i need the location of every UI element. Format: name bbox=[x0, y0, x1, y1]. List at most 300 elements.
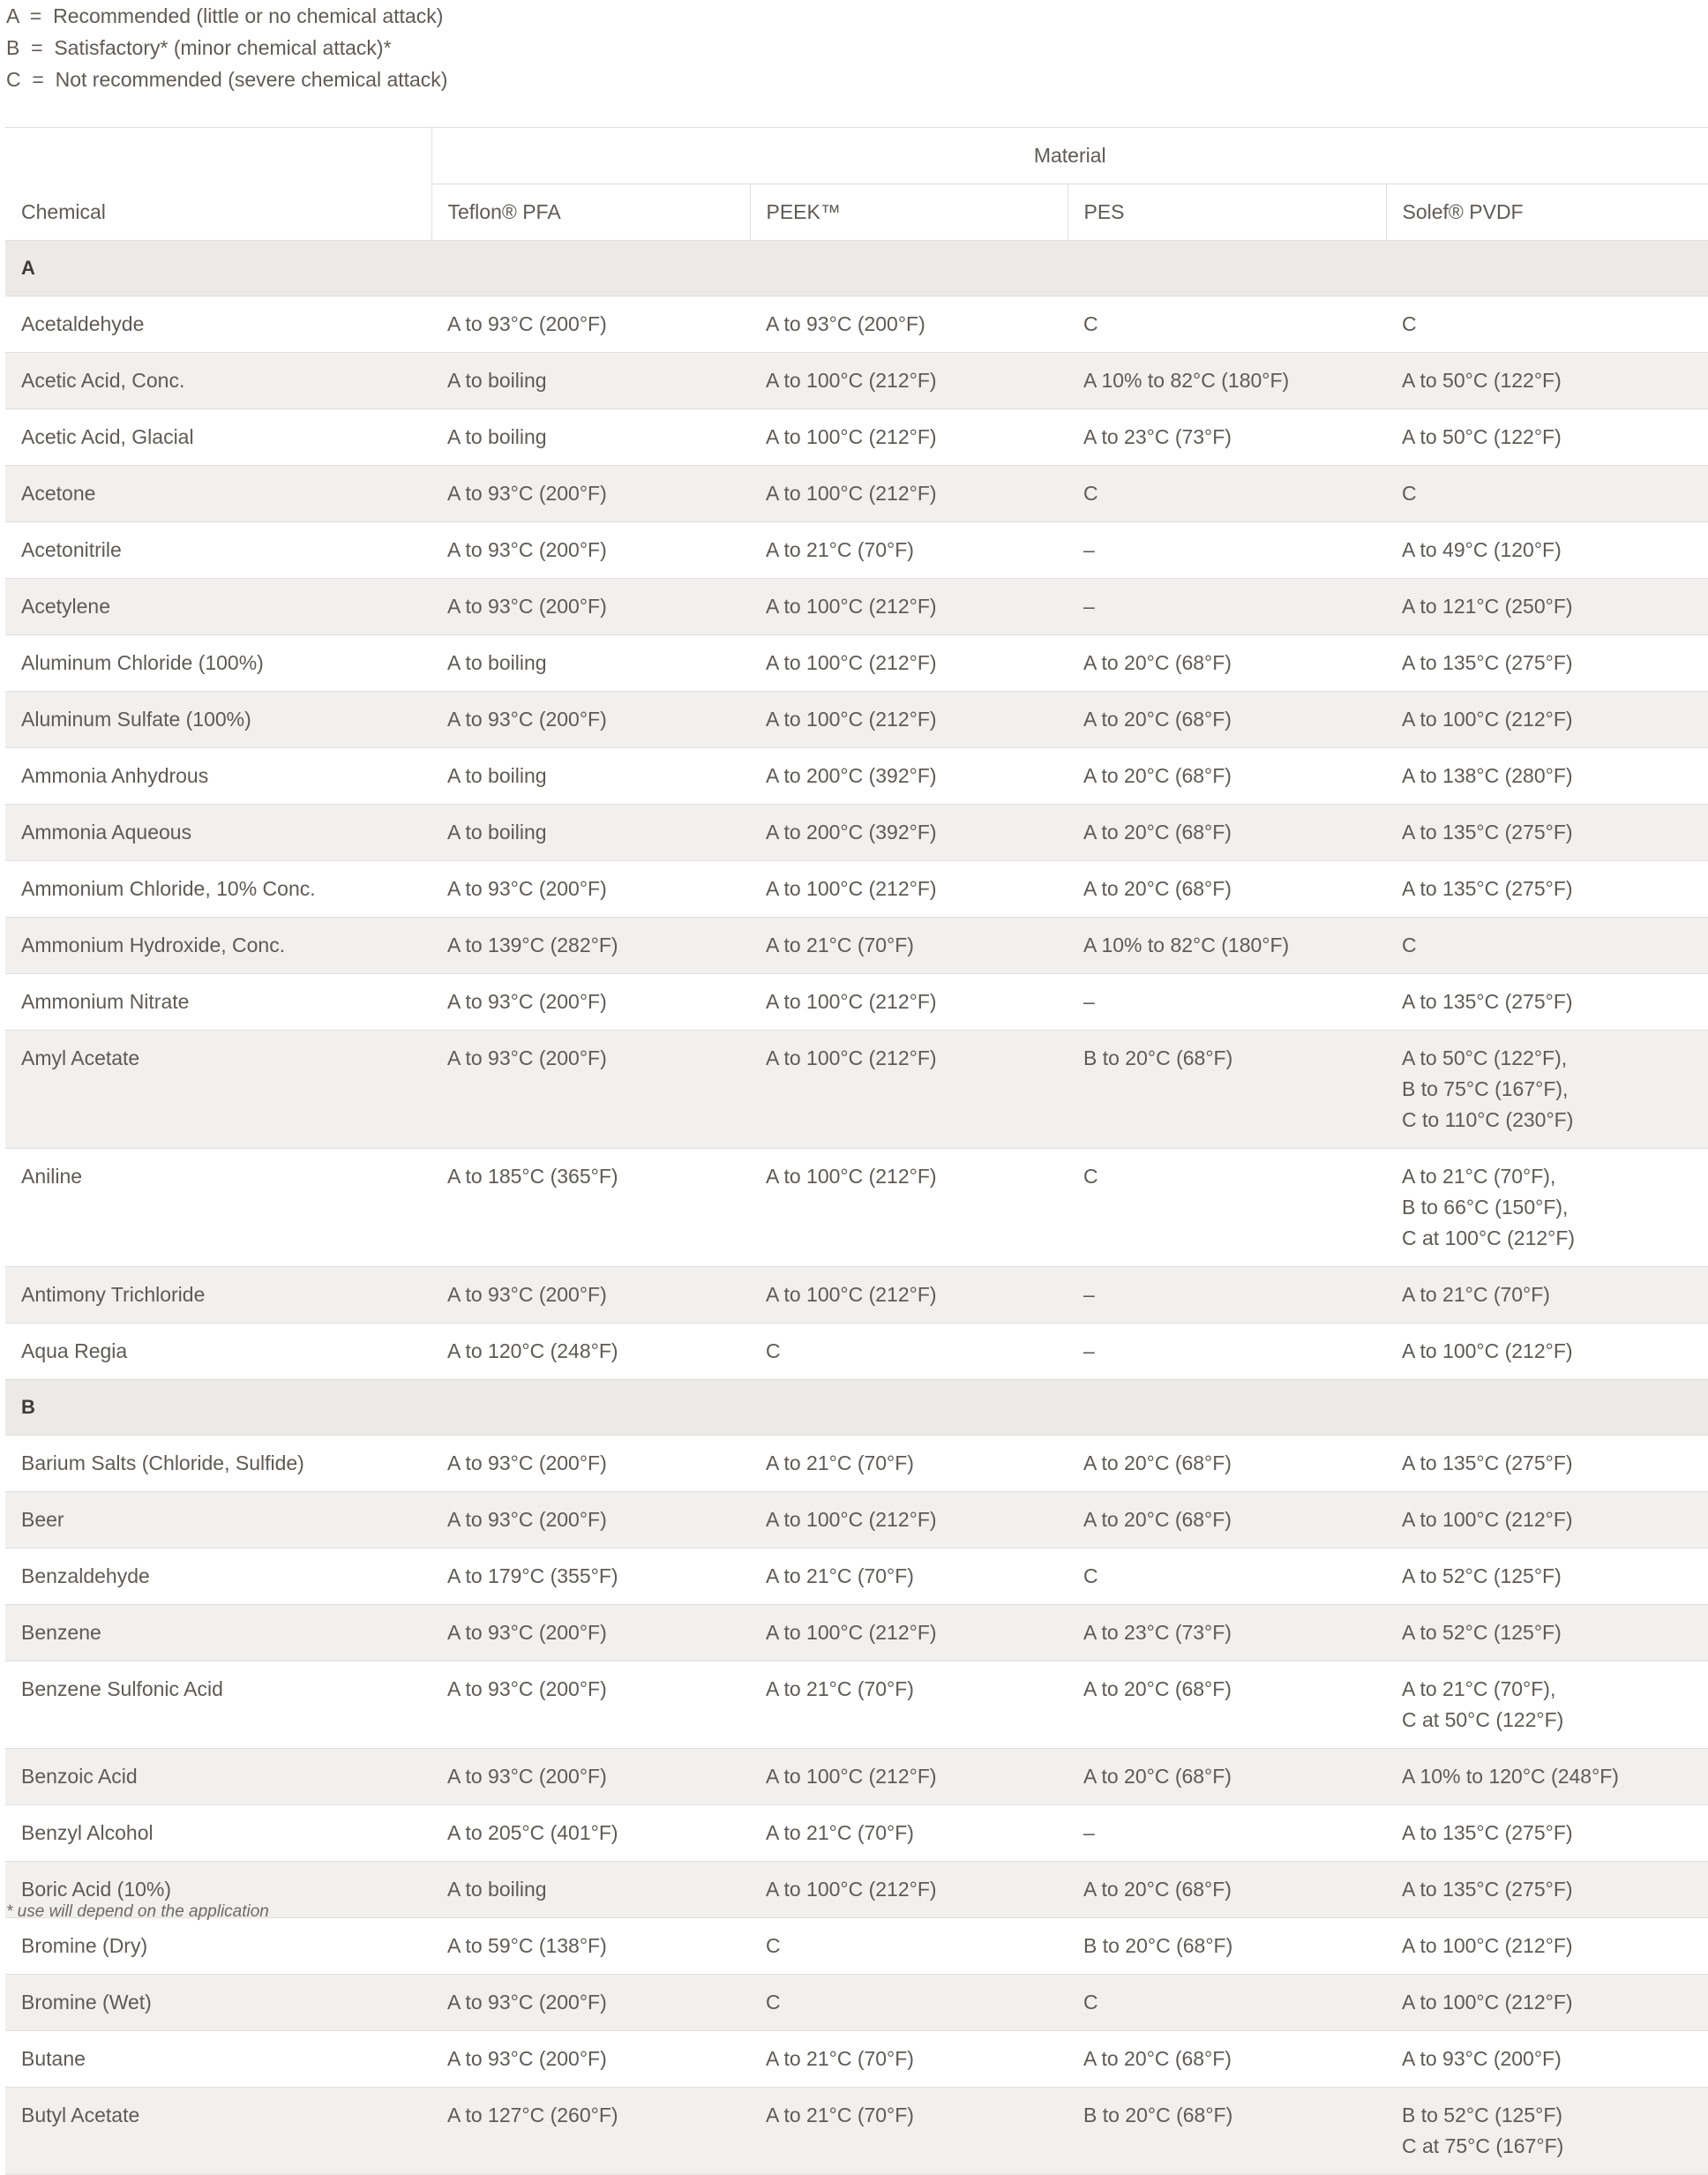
pes-cell bbox=[1068, 1975, 1386, 2031]
solef-pvdf-cell bbox=[1386, 1975, 1708, 2031]
peek-cell bbox=[750, 1436, 1068, 1492]
footnote: * use will depend on the application bbox=[6, 1902, 269, 1921]
solef-pvdf-cell bbox=[1386, 861, 1708, 918]
cell-line: C at 100°C (212°F) bbox=[1402, 1226, 1576, 1249]
legend-equals: = bbox=[32, 68, 44, 91]
solef-pvdf-cell bbox=[1386, 296, 1708, 353]
peek-cell bbox=[750, 1149, 1068, 1267]
peek-cell bbox=[750, 1805, 1068, 1862]
table-row bbox=[5, 1031, 1708, 1149]
teflon-pfa-cell bbox=[431, 1749, 750, 1805]
legend-text: Recommended (little or no chemical attack) bbox=[53, 4, 444, 27]
chemical-name-cell: Ammonium Nitrate bbox=[5, 974, 431, 1031]
pes-cell bbox=[1068, 1918, 1386, 1975]
cell-line: A to 93°C (200°F) bbox=[447, 1765, 607, 1788]
chemical-name-cell: Ammonia Anhydrous bbox=[5, 748, 431, 805]
table-row bbox=[5, 1149, 1708, 1267]
teflon-pfa-cell bbox=[431, 2031, 750, 2088]
cell-line: A to 21°C (70°F) bbox=[1402, 1283, 1550, 1306]
cell-line: A to 93°C (200°F) bbox=[766, 312, 925, 335]
teflon-pfa-cell bbox=[431, 1149, 750, 1267]
cell-line: A to boiling bbox=[447, 651, 547, 674]
solef-pvdf-cell bbox=[1386, 1324, 1708, 1380]
chemical-name-cell: Aluminum Chloride (100%) bbox=[5, 635, 431, 692]
cell-line: C bbox=[1083, 1165, 1098, 1188]
table-row bbox=[5, 1661, 1708, 1749]
cell-line: A to 20°C (68°F) bbox=[1083, 2047, 1232, 2070]
table-row bbox=[5, 1324, 1708, 1380]
cell-line: A to 20°C (68°F) bbox=[1083, 1508, 1232, 1531]
cell-line: – bbox=[1083, 538, 1095, 561]
cell-line: A to boiling bbox=[447, 764, 547, 787]
cell-line: A to 21°C (70°F) bbox=[766, 1677, 914, 1700]
pes-cell bbox=[1068, 1436, 1386, 1492]
solef-pvdf-cell bbox=[1386, 1436, 1708, 1492]
cell-line: C bbox=[766, 1991, 781, 2014]
solef-pvdf-cell bbox=[1386, 805, 1708, 861]
cell-line: – bbox=[1083, 1339, 1095, 1362]
legend-item bbox=[6, 64, 447, 95]
pes-cell bbox=[1068, 748, 1386, 805]
table-row bbox=[5, 1749, 1708, 1805]
legend-item bbox=[6, 0, 447, 32]
cell-line: A to 50°C (122°F) bbox=[1402, 369, 1562, 392]
peek-cell bbox=[750, 1492, 1068, 1549]
cell-line: A to 93°C (200°F) bbox=[447, 1508, 607, 1531]
pes-cell bbox=[1068, 579, 1386, 635]
table-row bbox=[5, 1549, 1708, 1605]
material-group-header: Material bbox=[431, 128, 1708, 184]
pes-cell bbox=[1068, 2031, 1386, 2088]
cell-line: A to 21°C (70°F), bbox=[1402, 1677, 1556, 1700]
teflon-pfa-cell bbox=[431, 1324, 750, 1380]
cell-line: A to 135°C (275°F) bbox=[1402, 651, 1573, 674]
pes-cell bbox=[1068, 974, 1386, 1031]
column-header-pes: PES bbox=[1068, 184, 1386, 241]
cell-line: A to 20°C (68°F) bbox=[1083, 1878, 1232, 1901]
peek-cell bbox=[750, 692, 1068, 748]
table-row bbox=[5, 522, 1708, 579]
peek-cell bbox=[750, 1661, 1068, 1749]
peek-cell bbox=[750, 522, 1068, 579]
cell-line: A to 52°C (125°F) bbox=[1402, 1564, 1562, 1587]
chemical-name-cell: Aqua Regia bbox=[5, 1324, 431, 1380]
peek-cell bbox=[750, 2031, 1068, 2088]
peek-cell bbox=[750, 861, 1068, 918]
cell-line: A to 100°C (212°F) bbox=[766, 1508, 937, 1531]
pes-cell bbox=[1068, 1605, 1386, 1661]
cell-line: B to 75°C (167°F), bbox=[1402, 1077, 1569, 1100]
table-row bbox=[5, 579, 1708, 635]
chemical-name-cell: Boric Acid (10%) bbox=[5, 1862, 431, 1918]
cell-line: A to 135°C (275°F) bbox=[1402, 1878, 1573, 1901]
cell-line: A to 121°C (250°F) bbox=[1402, 595, 1573, 618]
legend-text: Satisfactory* (minor chemical attack)* bbox=[54, 36, 392, 59]
cell-line: A to 23°C (73°F) bbox=[1083, 1621, 1232, 1644]
cell-line: A to 100°C (212°F) bbox=[766, 425, 937, 448]
chemical-name-cell: Benzyl Alcohol bbox=[5, 1805, 431, 1862]
cell-line: A to 100°C (212°F) bbox=[766, 990, 937, 1013]
solef-pvdf-cell bbox=[1386, 1605, 1708, 1661]
teflon-pfa-cell bbox=[431, 692, 750, 748]
solef-pvdf-cell bbox=[1386, 466, 1708, 522]
teflon-pfa-cell bbox=[431, 296, 750, 353]
table-row bbox=[5, 635, 1708, 692]
cell-line: A 10% to 120°C (248°F) bbox=[1402, 1765, 1619, 1788]
legend-code: C bbox=[6, 68, 21, 91]
pes-cell bbox=[1068, 1549, 1386, 1605]
solef-pvdf-cell bbox=[1386, 1749, 1708, 1805]
cell-line: A to 93°C (200°F) bbox=[447, 2047, 607, 2070]
cell-line: A to 205°C (401°F) bbox=[447, 1821, 618, 1844]
cell-line: A to boiling bbox=[447, 369, 547, 392]
teflon-pfa-cell bbox=[431, 1492, 750, 1549]
chemical-name-cell: Acetaldehyde bbox=[5, 296, 431, 353]
pes-cell bbox=[1068, 1862, 1386, 1918]
cell-line: A to 100°C (212°F) bbox=[1402, 1991, 1573, 2014]
teflon-pfa-cell bbox=[431, 805, 750, 861]
cell-line: A to 21°C (70°F) bbox=[766, 1564, 914, 1587]
cell-line: A to 100°C (212°F) bbox=[766, 877, 937, 900]
table-row bbox=[5, 692, 1708, 748]
chemical-name-cell: Beer bbox=[5, 1492, 431, 1549]
cell-line: A to 52°C (125°F) bbox=[1402, 1621, 1562, 1644]
cell-line: A to 135°C (275°F) bbox=[1402, 1451, 1573, 1474]
table-body bbox=[5, 241, 1708, 2175]
cell-line: – bbox=[1083, 1821, 1095, 1844]
cell-line: A to 135°C (275°F) bbox=[1402, 821, 1573, 844]
pes-cell bbox=[1068, 353, 1386, 409]
chemical-name-cell: Butyl Acetate bbox=[5, 2088, 431, 2175]
cell-line: C bbox=[1083, 1564, 1098, 1587]
peek-cell bbox=[750, 805, 1068, 861]
cell-line: A to 20°C (68°F) bbox=[1083, 708, 1232, 731]
cell-line: A to 21°C (70°F) bbox=[766, 2104, 914, 2126]
cell-line: A to 93°C (200°F) bbox=[447, 708, 607, 731]
header-row-material bbox=[5, 128, 1708, 184]
chemical-name-cell: Ammonium Hydroxide, Conc. bbox=[5, 918, 431, 974]
cell-line: C at 50°C (122°F) bbox=[1402, 1708, 1564, 1731]
peek-cell bbox=[750, 1862, 1068, 1918]
table-row bbox=[5, 748, 1708, 805]
section-row bbox=[5, 1380, 1708, 1436]
pes-cell bbox=[1068, 522, 1386, 579]
cell-line: A to 23°C (73°F) bbox=[1083, 425, 1232, 448]
cell-line: A to 135°C (275°F) bbox=[1402, 1821, 1573, 1844]
chemical-column-header: Chemical bbox=[5, 128, 431, 241]
cell-line: A 10% to 82°C (180°F) bbox=[1083, 369, 1290, 392]
cell-line: C bbox=[1402, 312, 1417, 335]
teflon-pfa-cell bbox=[431, 1862, 750, 1918]
teflon-pfa-cell bbox=[431, 522, 750, 579]
peek-cell bbox=[750, 353, 1068, 409]
solef-pvdf-cell bbox=[1386, 974, 1708, 1031]
cell-line: A to 21°C (70°F) bbox=[766, 538, 914, 561]
chemical-name-cell: Bromine (Dry) bbox=[5, 1918, 431, 1975]
solef-pvdf-cell bbox=[1386, 1661, 1708, 1749]
teflon-pfa-cell bbox=[431, 1267, 750, 1324]
cell-line: A 10% to 82°C (180°F) bbox=[1083, 934, 1290, 956]
cell-line: – bbox=[1083, 1283, 1095, 1306]
cell-line: A to 20°C (68°F) bbox=[1083, 651, 1232, 674]
cell-line: A to 93°C (200°F) bbox=[447, 482, 607, 505]
cell-line: A to 135°C (275°F) bbox=[1402, 877, 1573, 900]
cell-line: A to 50°C (122°F), bbox=[1402, 1046, 1568, 1069]
pes-cell bbox=[1068, 861, 1386, 918]
teflon-pfa-cell bbox=[431, 974, 750, 1031]
solef-pvdf-cell bbox=[1386, 748, 1708, 805]
cell-line: – bbox=[1083, 595, 1095, 618]
cell-line: A to 200°C (392°F) bbox=[766, 764, 937, 787]
teflon-pfa-cell bbox=[431, 1661, 750, 1749]
table-row bbox=[5, 1918, 1708, 1975]
cell-line: A to 120°C (248°F) bbox=[447, 1339, 618, 1362]
teflon-pfa-cell bbox=[431, 635, 750, 692]
section-row bbox=[5, 241, 1708, 296]
cell-line: A to 100°C (212°F) bbox=[766, 1165, 937, 1188]
teflon-pfa-cell bbox=[431, 1549, 750, 1605]
cell-line: A to 100°C (212°F) bbox=[1402, 1508, 1573, 1531]
cell-line: A to 135°C (275°F) bbox=[1402, 990, 1573, 1013]
cell-line: C to 110°C (230°F) bbox=[1402, 1108, 1574, 1131]
solef-pvdf-cell bbox=[1386, 1862, 1708, 1918]
cell-line: A to 20°C (68°F) bbox=[1083, 1451, 1232, 1474]
solef-pvdf-cell bbox=[1386, 522, 1708, 579]
table-row bbox=[5, 1267, 1708, 1324]
cell-line: A to 100°C (212°F) bbox=[1402, 1934, 1573, 1957]
peek-cell bbox=[750, 1605, 1068, 1661]
cell-line: A to 93°C (200°F) bbox=[447, 1451, 607, 1474]
peek-cell bbox=[750, 579, 1068, 635]
peek-cell bbox=[750, 1549, 1068, 1605]
table-row bbox=[5, 353, 1708, 409]
pes-cell bbox=[1068, 1267, 1386, 1324]
pes-cell bbox=[1068, 1749, 1386, 1805]
cell-line: A to 93°C (200°F) bbox=[447, 1991, 607, 2014]
table-row bbox=[5, 466, 1708, 522]
cell-line: A to 127°C (260°F) bbox=[447, 2104, 618, 2126]
table-row bbox=[5, 1605, 1708, 1661]
cell-line: C bbox=[1083, 1991, 1098, 2014]
cell-line: A to 100°C (212°F) bbox=[766, 482, 937, 505]
teflon-pfa-cell bbox=[431, 918, 750, 974]
cell-line: A to 93°C (200°F) bbox=[447, 990, 607, 1013]
cell-line: C at 75°C (167°F) bbox=[1402, 2134, 1564, 2157]
chemical-name-cell: Benzoic Acid bbox=[5, 1749, 431, 1805]
cell-line: A to 100°C (212°F) bbox=[766, 1621, 937, 1644]
pes-cell bbox=[1068, 1805, 1386, 1862]
peek-cell bbox=[750, 1267, 1068, 1324]
solef-pvdf-cell bbox=[1386, 1267, 1708, 1324]
cell-line: A to 49°C (120°F) bbox=[1402, 538, 1562, 561]
cell-line: A to 21°C (70°F), bbox=[1402, 1165, 1556, 1188]
peek-cell bbox=[750, 1324, 1068, 1380]
pes-cell bbox=[1068, 1661, 1386, 1749]
cell-line: A to 20°C (68°F) bbox=[1083, 877, 1232, 900]
column-header-solef-pvdf: Solef® PVDF bbox=[1386, 184, 1708, 241]
cell-line: B to 20°C (68°F) bbox=[1083, 2104, 1233, 2126]
teflon-pfa-cell bbox=[431, 1436, 750, 1492]
table-row bbox=[5, 974, 1708, 1031]
legend bbox=[6, 0, 447, 95]
peek-cell bbox=[750, 296, 1068, 353]
chemical-name-cell: Benzene Sulfonic Acid bbox=[5, 1661, 431, 1749]
chemical-name-cell: Acetonitrile bbox=[5, 522, 431, 579]
teflon-pfa-cell bbox=[431, 2088, 750, 2175]
solef-pvdf-cell bbox=[1386, 692, 1708, 748]
cell-line: A to 93°C (200°F) bbox=[447, 1046, 607, 1069]
pes-cell bbox=[1068, 635, 1386, 692]
chemical-name-cell: Acetic Acid, Glacial bbox=[5, 409, 431, 466]
peek-cell bbox=[750, 466, 1068, 522]
table-row bbox=[5, 1805, 1708, 1862]
cell-line: A to 179°C (355°F) bbox=[447, 1564, 618, 1587]
column-header-peek: PEEK™ bbox=[750, 184, 1068, 241]
peek-cell bbox=[750, 1975, 1068, 2031]
cell-line: A to 20°C (68°F) bbox=[1083, 821, 1232, 844]
peek-cell bbox=[750, 1031, 1068, 1149]
cell-line: A to 93°C (200°F) bbox=[447, 1677, 607, 1700]
peek-cell bbox=[750, 635, 1068, 692]
chemical-name-cell: Ammonium Chloride, 10% Conc. bbox=[5, 861, 431, 918]
cell-line: A to 93°C (200°F) bbox=[447, 1621, 607, 1644]
cell-line: A to 21°C (70°F) bbox=[766, 2047, 914, 2070]
solef-pvdf-cell bbox=[1386, 1805, 1708, 1862]
chemical-name-cell: Bromine (Wet) bbox=[5, 1975, 431, 2031]
cell-line: C bbox=[1402, 482, 1417, 505]
peek-cell bbox=[750, 1749, 1068, 1805]
legend-code: B bbox=[6, 36, 20, 59]
table-row bbox=[5, 2031, 1708, 2088]
solef-pvdf-cell bbox=[1386, 579, 1708, 635]
cell-line: C bbox=[766, 1339, 781, 1362]
teflon-pfa-cell bbox=[431, 579, 750, 635]
cell-line: C bbox=[1402, 934, 1417, 956]
solef-pvdf-cell bbox=[1386, 409, 1708, 466]
cell-line: A to 138°C (280°F) bbox=[1402, 764, 1573, 787]
peek-cell bbox=[750, 2088, 1068, 2175]
chemical-name-cell: Ammonia Aqueous bbox=[5, 805, 431, 861]
solef-pvdf-cell bbox=[1386, 2031, 1708, 2088]
chemical-name-cell: Benzaldehyde bbox=[5, 1549, 431, 1605]
cell-line: A to 100°C (212°F) bbox=[766, 595, 937, 618]
teflon-pfa-cell bbox=[431, 409, 750, 466]
peek-cell bbox=[750, 974, 1068, 1031]
cell-line: A to 100°C (212°F) bbox=[766, 1765, 937, 1788]
chemical-name-cell: Acetone bbox=[5, 466, 431, 522]
cell-line: A to 50°C (122°F) bbox=[1402, 425, 1562, 448]
section-letter: A bbox=[5, 241, 1708, 296]
cell-line: C bbox=[766, 1934, 781, 1957]
peek-cell bbox=[750, 1918, 1068, 1975]
cell-line: – bbox=[1083, 990, 1095, 1013]
cell-line: A to 20°C (68°F) bbox=[1083, 764, 1232, 787]
pes-cell bbox=[1068, 805, 1386, 861]
cell-line: A to 100°C (212°F) bbox=[1402, 1339, 1573, 1362]
legend-code: A bbox=[6, 4, 19, 27]
chemical-name-cell: Acetic Acid, Conc. bbox=[5, 353, 431, 409]
chemical-name-cell: Aniline bbox=[5, 1149, 431, 1267]
column-header-teflon-pfa: Teflon® PFA bbox=[431, 184, 750, 241]
teflon-pfa-cell bbox=[431, 466, 750, 522]
cell-line: A to 21°C (70°F) bbox=[766, 934, 914, 956]
cell-line: A to 93°C (200°F) bbox=[447, 1283, 607, 1306]
pes-cell bbox=[1068, 1492, 1386, 1549]
pes-cell bbox=[1068, 692, 1386, 748]
cell-line: A to 93°C (200°F) bbox=[447, 312, 607, 335]
cell-line: A to 100°C (212°F) bbox=[766, 651, 937, 674]
peek-cell bbox=[750, 918, 1068, 974]
solef-pvdf-cell bbox=[1386, 1549, 1708, 1605]
legend-text: Not recommended (severe chemical attack) bbox=[55, 68, 448, 91]
cell-line: A to 93°C (200°F) bbox=[447, 877, 607, 900]
teflon-pfa-cell bbox=[431, 861, 750, 918]
cell-line: A to 20°C (68°F) bbox=[1083, 1677, 1232, 1700]
pes-cell bbox=[1068, 918, 1386, 974]
teflon-pfa-cell bbox=[431, 1031, 750, 1149]
cell-line: B to 20°C (68°F) bbox=[1083, 1934, 1233, 1957]
table-row bbox=[5, 1975, 1708, 2031]
pes-cell bbox=[1068, 1031, 1386, 1149]
cell-line: A to 100°C (212°F) bbox=[766, 1283, 937, 1306]
pes-cell bbox=[1068, 1149, 1386, 1267]
table-row bbox=[5, 409, 1708, 466]
chemical-compatibility-table bbox=[5, 127, 1708, 2175]
cell-line: A to 100°C (212°F) bbox=[1402, 708, 1573, 731]
cell-line: A to 21°C (70°F) bbox=[766, 1451, 914, 1474]
solef-pvdf-cell bbox=[1386, 1918, 1708, 1975]
cell-line: A to 93°C (200°F) bbox=[1402, 2047, 1562, 2070]
solef-pvdf-cell bbox=[1386, 1149, 1708, 1267]
solef-pvdf-cell bbox=[1386, 635, 1708, 692]
chemical-name-cell: Aluminum Sulfate (100%) bbox=[5, 692, 431, 748]
cell-line: B to 20°C (68°F) bbox=[1083, 1046, 1233, 1069]
cell-line: A to 100°C (212°F) bbox=[766, 708, 937, 731]
teflon-pfa-cell bbox=[431, 1805, 750, 1862]
cell-line: A to 100°C (212°F) bbox=[766, 369, 937, 392]
table-row bbox=[5, 805, 1708, 861]
cell-line: A to boiling bbox=[447, 425, 547, 448]
cell-line: C bbox=[1083, 312, 1098, 335]
table-row bbox=[5, 1492, 1708, 1549]
legend-equals: = bbox=[31, 36, 43, 59]
teflon-pfa-cell bbox=[431, 1918, 750, 1975]
chemical-name-cell: Acetylene bbox=[5, 579, 431, 635]
table-row bbox=[5, 2088, 1708, 2175]
peek-cell bbox=[750, 409, 1068, 466]
pes-cell bbox=[1068, 2088, 1386, 2175]
pes-cell bbox=[1068, 1324, 1386, 1380]
cell-line: A to 93°C (200°F) bbox=[447, 538, 607, 561]
cell-line: B to 66°C (150°F), bbox=[1402, 1196, 1569, 1219]
cell-line: A to 200°C (392°F) bbox=[766, 821, 937, 844]
solef-pvdf-cell bbox=[1386, 1492, 1708, 1549]
solef-pvdf-cell bbox=[1386, 2088, 1708, 2175]
legend-equals: = bbox=[29, 4, 42, 27]
chemical-name-cell: Benzene bbox=[5, 1605, 431, 1661]
pes-cell bbox=[1068, 296, 1386, 353]
teflon-pfa-cell bbox=[431, 1605, 750, 1661]
cell-line: A to 20°C (68°F) bbox=[1083, 1765, 1232, 1788]
cell-line: A to boiling bbox=[447, 821, 547, 844]
section-letter: B bbox=[5, 1380, 1708, 1436]
cell-line: A to boiling bbox=[447, 1878, 547, 1901]
solef-pvdf-cell bbox=[1386, 918, 1708, 974]
chemical-name-cell: Antimony Trichloride bbox=[5, 1267, 431, 1324]
table-row bbox=[5, 296, 1708, 353]
chemical-name-cell: Barium Salts (Chloride, Sulfide) bbox=[5, 1436, 431, 1492]
chemical-name-cell: Amyl Acetate bbox=[5, 1031, 431, 1149]
